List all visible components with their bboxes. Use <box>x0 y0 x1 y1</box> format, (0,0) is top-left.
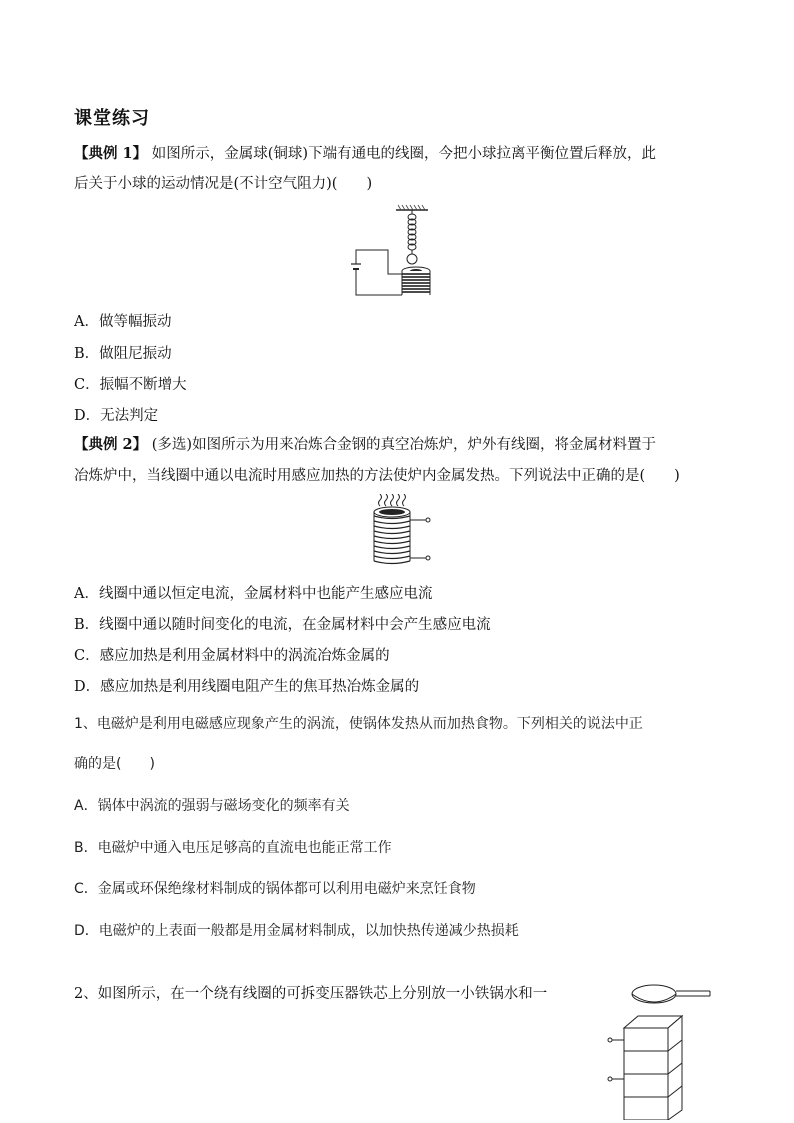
example2-line1 <box>74 435 656 455</box>
question1-line2: 确的是( ) <box>74 756 155 772</box>
example1-option-d: D．无法判定 <box>74 408 159 424</box>
example2-option-c: C．感应加热是利用金属材料中的涡流冶炼金属的 <box>74 648 390 664</box>
question1-line1: 1、电磁炉是利用电磁感应现象产生的涡流，使锅体发热从而加热食物。下列相关的说法中正 <box>74 716 643 732</box>
figure-spring-ball-coil <box>348 204 438 300</box>
example2-option-b: B．线圈中通以随时间变化的电流，在金属材料中会产生感应电流 <box>74 617 491 633</box>
figure-induction-furnace <box>360 494 436 570</box>
question1-option-d: D．电磁炉的上表面一般都是用金属材料制成，以加快热传递减少热损耗 <box>74 923 519 939</box>
question1-option-a: A．锅体中涡流的强弱与磁场变化的频率有关 <box>74 798 350 814</box>
example2-text1: (多选)如图所示为用来冶炼合金钢的真空冶炼炉，炉外有线圈，将金属材料置于 <box>147 437 657 453</box>
example2-tag: 【典例 2】 <box>74 436 148 453</box>
question1-option-c: C．金属或环保绝缘材料制成的锅体都可以利用电磁炉来烹饪食物 <box>74 881 476 897</box>
example1-text1: 如图所示，金属球(铜球)下端有通电的线圈，今把小球拉离平衡位置后释放，此 <box>147 146 657 162</box>
question1-option-b: B．电磁炉中通入电压足够高的直流电也能正常工作 <box>74 840 392 856</box>
section-title: 课堂练习 <box>74 108 150 129</box>
example1-option-a: A．做等幅振动 <box>74 314 172 330</box>
example1-line1 <box>74 144 656 164</box>
example1-tag: 【典例 1】 <box>74 145 148 162</box>
example2-option-a: A．线圈中通以恒定电流，金属材料中也能产生感应电流 <box>74 586 433 602</box>
question2-line1: 2、如图所示，在一个绕有线圈的可拆变压器铁芯上分别放一小铁锅水和一 <box>74 986 548 1002</box>
example1-line2: 后关于小球的运动情况是(不计空气阻力)( ) <box>74 176 373 192</box>
figure-pan-on-transformer <box>600 976 718 1120</box>
example1-option-c: C．振幅不断增大 <box>74 377 187 393</box>
example1-option-b: B．做阻尼振动 <box>74 346 172 362</box>
example2-option-d: D．感应加热是利用线圈电阻产生的焦耳热冶炼金属的 <box>74 679 420 695</box>
example2-line2: 冶炼炉中，当线圈中通以电流时用感应加热的方法使炉内金属发热。下列说法中正确的是( ) <box>74 468 680 484</box>
